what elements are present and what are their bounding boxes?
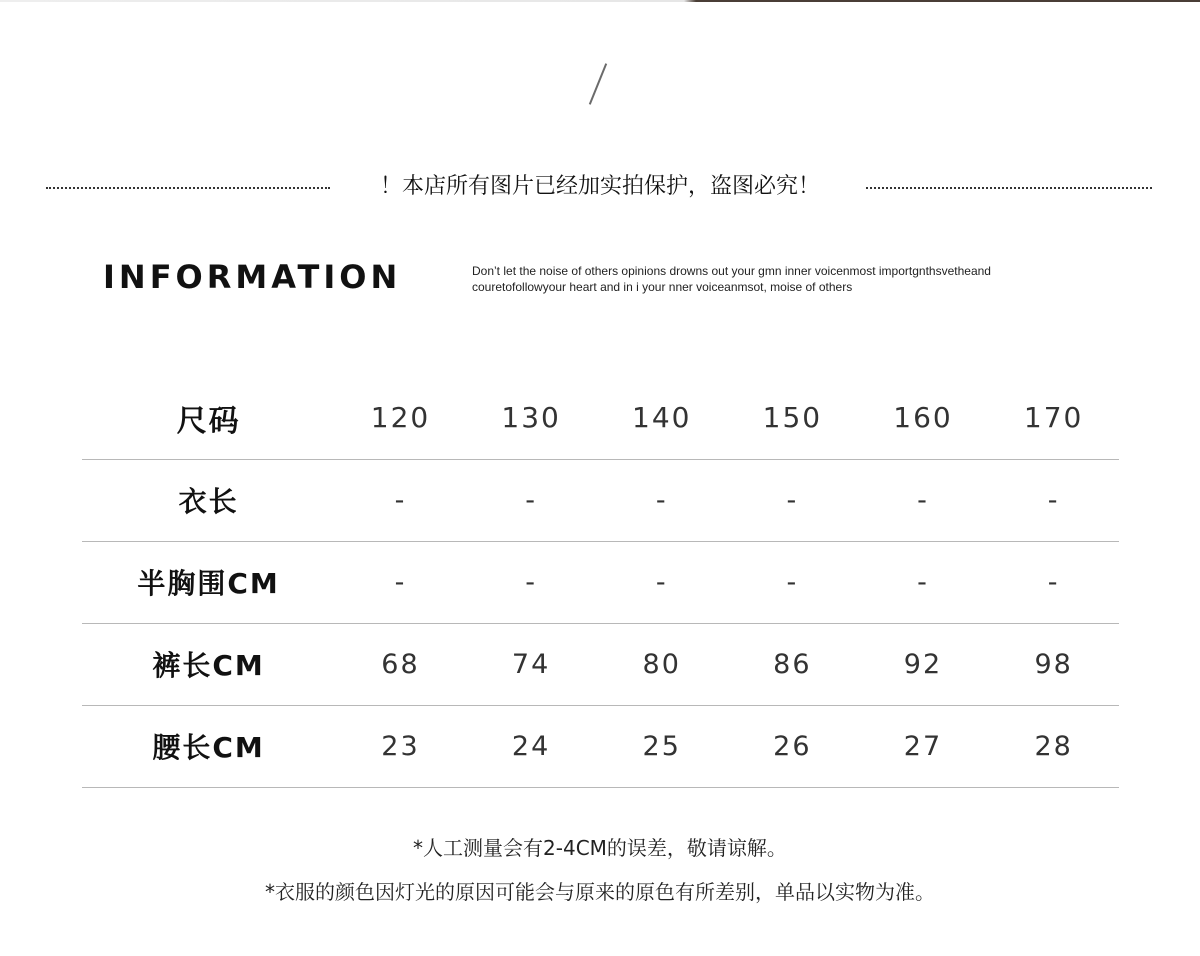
table-cell: - (466, 459, 597, 541)
table-cell: - (727, 459, 858, 541)
table-cell: 26 (727, 705, 858, 787)
description-line: Don’t let the noise of others opinions drowns out your gmn inner voicenmost importgnthsvetheand (472, 264, 991, 278)
row-label: 衣长 (82, 459, 335, 541)
size-header-label: 尺码 (176, 403, 241, 439)
table-row-length (82, 459, 1119, 541)
table-cell: 27 (858, 705, 989, 787)
information-description (472, 263, 1112, 295)
dotted-divider-right (866, 187, 1152, 189)
table-cell: - (727, 541, 858, 623)
slash-decoration (589, 63, 607, 105)
size-header-cell: 150 (762, 401, 823, 435)
size-header-row (82, 377, 1119, 459)
table-cell: 23 (335, 705, 466, 787)
row-label: 裤长CM (82, 623, 335, 705)
size-header-cell: 120 (370, 401, 431, 435)
table-cell: - (466, 541, 597, 623)
table-row-half-chest (82, 541, 1119, 623)
table-row-pants-length (82, 623, 1119, 705)
table-cell: - (988, 541, 1119, 623)
table-cell: 80 (596, 623, 727, 705)
copyright-notice: ！本店所有图片已经加实拍保护，盗图必究！ (379, 174, 820, 199)
color-difference-note: *衣服的颜色因灯光的原因可能会与原来的原色有所差别，单品以实物为准。 (265, 880, 935, 904)
row-label: 腰长CM (82, 705, 335, 787)
table-cell: - (596, 541, 727, 623)
table-cell: 25 (596, 705, 727, 787)
table-cell: 74 (466, 623, 597, 705)
table-cell: - (596, 459, 727, 541)
row-label: 半胸围CM (82, 541, 335, 623)
table-cell: 68 (335, 623, 466, 705)
table-cell: - (858, 459, 989, 541)
top-edge-strip (0, 0, 1200, 2)
table-cell: - (858, 541, 989, 623)
size-header-cell: 140 (632, 401, 692, 435)
table-cell: - (335, 459, 466, 541)
table-cell: 98 (988, 623, 1119, 705)
description-line: couretofollowyour heart and in i your nner voiceanmsot, moise of others (472, 280, 853, 294)
table-cell: 92 (858, 623, 989, 705)
size-header-cell: 130 (501, 401, 561, 435)
measurement-error-note: *人工测量会有2-4CM的误差，敬请谅解。 (413, 836, 787, 860)
table-row-waist (82, 705, 1119, 787)
table-cell: 28 (988, 705, 1119, 787)
size-chart-table (82, 377, 1119, 788)
table-cell: 86 (727, 623, 858, 705)
dotted-divider-left (46, 187, 330, 189)
size-header-cell: 170 (1023, 401, 1084, 435)
table-cell: 24 (466, 705, 597, 787)
copyright-notice-row (0, 170, 1200, 204)
table-cell: - (988, 459, 1119, 541)
table-cell: - (335, 541, 466, 623)
size-header-cell: 160 (893, 401, 953, 435)
information-title: INFORMATION (103, 258, 402, 296)
